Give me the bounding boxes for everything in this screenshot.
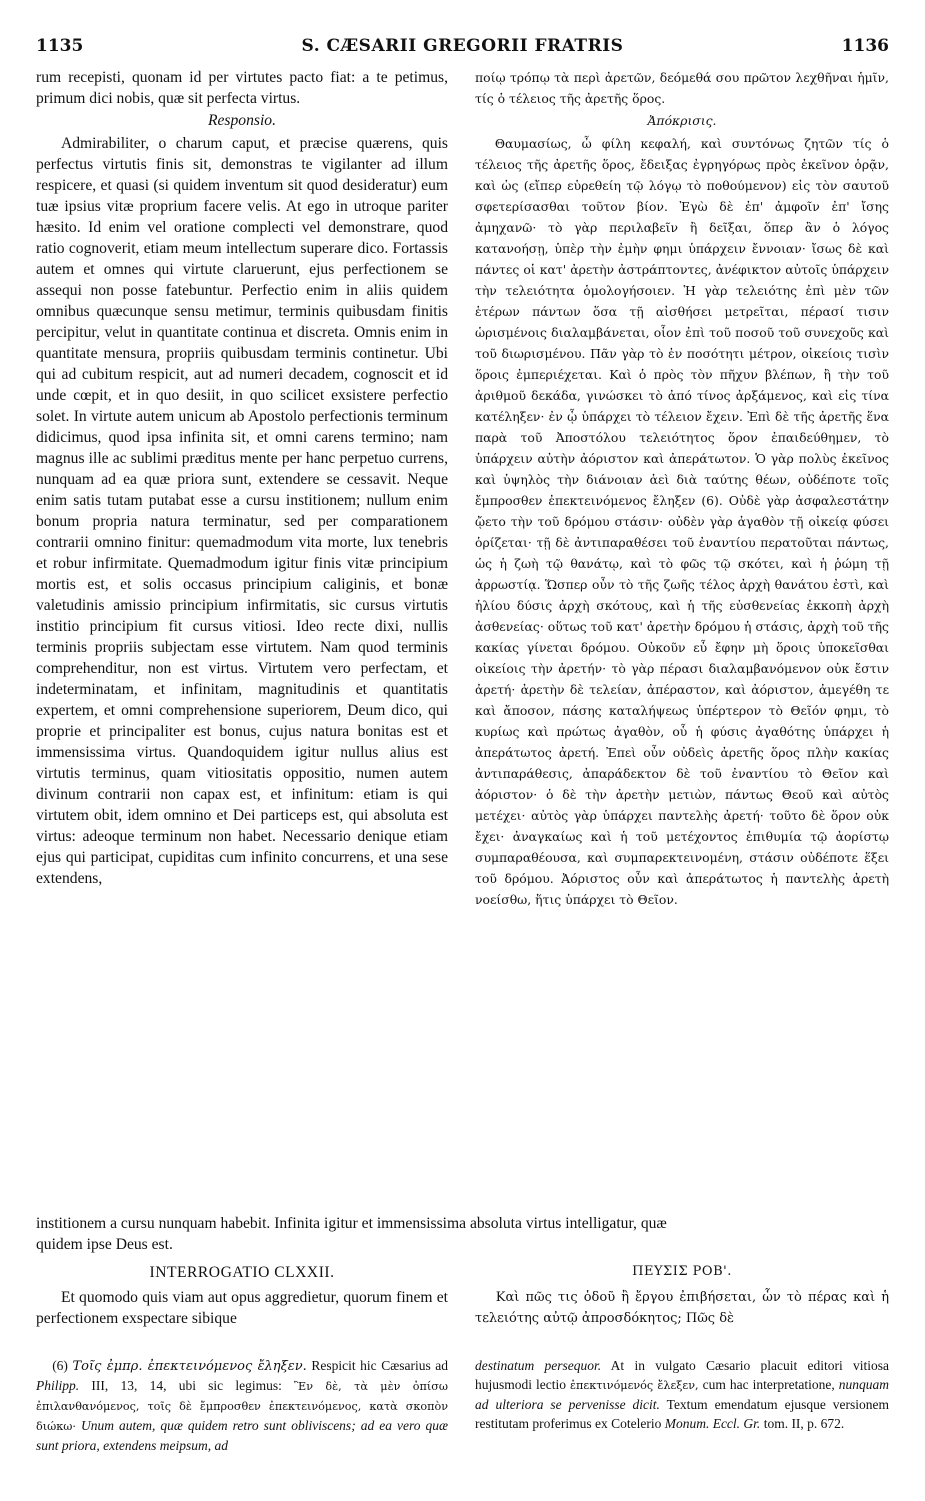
latin-closing-line: institionem a cursu nunquam habebit. Infinita igitur et immensissima absoluta virtus intelligatur, quæ — [36, 1215, 667, 1232]
latin-responsio-heading: Responsio. — [207, 112, 276, 129]
interrogatio-heading: INTERROGATIO CLXXII. — [149, 1264, 335, 1281]
greek-body: Θαυμασίως, ὦ φίλη κεφαλή, καὶ συντόνως ζητῶν τίς ὁ τέλειος τῆς ἀρετῆς ὅρος, ἔδειξας ἐγρηγόρως πρὸς ἐκεῖνον ὁρᾷν, καὶ ὡς (εἴπερ εὑρεθείη τῷ λόγῳ τὸ ποθούμενον) εἰς τὸν σαυτοῦ σφετερίσασθαι τοῦτον βίον. Ἐγὼ δὲ ἐπ' ἀμφοῖν ἐπ' ἴσης ἀμηχανῶ· τὸ γὰρ περιλαβεῖν ἢ δεῖξαι, ὅπερ ἂν ὁ λόγος κατανοήσῃ, ὑπὲρ τὴν ἐμὴν φημι ὑπάρχειν ἔννοιαν· ἴσως δὲ καὶ πάντες οἱ κατ' ἀρετὴν ἀστράπτοντες, ἀνέφικτον αὐτοῖς ὑπάρχειν τὴν τελειότητα ὁμολογήσοιεν. Ἡ γὰρ τελειότης ἐπὶ μὲν τῶν ἑτέρων πάντων ὅσα τῇ αἰσθήσει μετρεῖται, πέρασί τισιν ὡρισμένοις διαλαμβάνεται, οἷον ἐπὶ τοῦ ποσοῦ τοῦ συνεχοῦς καὶ τοῦ διωρισμένου. Πᾶν γὰρ τὸ ἐν ποσότητι μέτρον, οἰκείοις τισὶν ὅροις ἐμπεριέχεται. Καὶ ὁ πρὸς τὸν πῆχυν βλέπων, ἢ τὴν τοῦ ἀριθμοῦ δεκάδα, γινώσκει τὸ ἀπό τίνος ἀρξάμενος, καὶ εἰς τίνα κατέληξεν· ἐν ᾧ ὑπάρχει τὸ τέλειον ἔχειν. Ἐπὶ δὲ τῆς ἀρετῆς ἕνα παρὰ τοῦ Ἀποστόλου τελειότητος ὅρον ἐπαιδεύθημεν, τὸ ὑπάρχειν αὐτὴν ἀόριστον καὶ ἀπεράτωτον. Ὁ γὰρ πολὺς ἐκεῖνος καὶ ὑψηλὸς τὴν διάνοιαν ἀεὶ διὰ ταύτης θέων, οὐδέποτε τοῖς ἔμπροσθεν ἐπεκτεινόμενος ἔληξεν (6). Οὐδὲ γὰρ ἀσφαλεστάτην ᾤετο τὴν τοῦ δρόμου στάσιν· οὐδὲν γὰρ ἀγαθὸν τῇ οἰκείᾳ φύσει ὁρίζεται· τῇ δὲ ἀντιπαραθέσει τοῦ ἐναντίου περατοῦται πάντως, ὡς ἡ ζωὴ τῷ θανάτῳ, καὶ τὸ φῶς τῷ σκότει, καὶ ἡ ῥώμη τῇ ἀρρωστίᾳ. Ὥσπερ οὖν τὸ τῆς ζωῆς τέλος ἀρχὴ θανάτου ἐστὶ, καὶ ἡλίου δύσις ἀρχὴ σκότους, καὶ ἡ τῆς εὐσθενείας ἐκκοπὴ ἀρχὴ ἀσθενείας· οὕτως τοῦ κατ' ἀρετὴν δρόμου ἡ στάσις, ἀρχὴ τοῦ τῆς κακίας γίνεται δρόμου. Οὐκοῦν εὖ ἔφην μὴ ὅροις ὑποκεῖσθαι οἰκείοις τὴν ἀρετήν· τὸ γὰρ πέρασι διαλαμβανόμενον οὐκ ἔστιν ἀρετή· ἀρετὴν δὲ τελείαν, ἀπέραστον, καὶ ἀόριστον, ἀμεγέθη τε καὶ ἄποσον, πάσης καταλήψεως ὑπέρτερον τὸ Θεῖόν φημι, τὸ κυρίως καὶ πρώτως ἀγαθὸν, οὗ ἡ φύσις ἀγαθότης ὑπάρχει ἡ ἀπεράτωτος ἀρετή. Ἐπεὶ οὖν οὐδεὶς ἀρετῆς ὅρος πλὴν κακίας ἀντιπαράθεσις, ἀπαράδεκτον δὲ τοῦ ἐναντίου τὸ Θεῖον καὶ ἀόριστον· ὁ δὲ τὴν ἀρετὴν μετιὼν, πάντως Θεοῦ καὶ αὐτὸς μετέχει· αὐτὸς γὰρ ὑπάρχει παντελὴς ἀρετή· τοῦτο δὲ ὅρον οὐκ ἔχει· ἀναγκαίως καὶ ἡ τοῦ μετέχοντος ἐπιθυμία τῷ ἀορίστῳ συμπαραθέουσα, καὶ συμπαρεκτεινομένη, στάσιν οὐδέποτε ἕξει τοῦ δρόμου. Ἀόριστος οὖν καὶ ἀπεράτωτος ἡ παντελὴς ἀρετὴ νοείσθω, ἥτις ὑπάρχει τὸ Θεῖον. — [475, 136, 889, 907]
greek-question — [475, 1287, 889, 1329]
footnote-left — [36, 1356, 448, 1455]
greek-question-text: Καὶ πῶς τις ὁδοῦ ἢ ἔργου ἐπιβήσεται, ὧν τὸ πέρας καὶ ἡ τελειότης αὐτῷ ἀπροσδόκητος; Πῶς δὲ — [475, 1290, 889, 1326]
footnote-right-text-3: Textum emendatum ejusque versionem restitutam proferimus ex Cotelerio — [475, 1397, 889, 1431]
greek-column — [475, 67, 889, 1209]
latin-question-text: Et quomodo quis viam aut opus aggredietur, quorum finem et perfectionem exspectare sibique — [36, 1289, 448, 1327]
latin-intro: rum recepisti, quonam id per virtutes pacto fiat: a te petimus, primum dici nobis, quæ sit perfecta virtus. — [36, 69, 448, 107]
latin-body: Admirabiliter, o charum caput, et præcise quærens, quis perfectus virtutis finis sit, demonstras te vigilanter ad illum respicere, et quasi (si quidem inventum sit quod desideratur) eum tuæ ipsius vitæ proprium facere velis. At ego in utroque pariter hæsito. Id enim vel oratione complecti vel demonstrare, quod ratio cognoverit, etiam meum intellectum superare dico. Fortassis autem et omnes qui virtute claruerunt, ejus perfectionem se assequi non posse fatebuntur. Perfectio enim in aliis quidem omnibus quæcunque sensu metimur, terminis quibusdam finitis percipitur, velut in quantitate continua et discreta. Omnis enim in quantitate mensura, propriis quibusdam terminis continetur. Ubi qui ad cubitum respicit, aut ad numeri decadem, cognoscit et id unde cœpit, et in quo desiit, in quo scilicet exsistere perfectio solet. In virtute autem unicum ab Apostolo perfectionis terminum didicimus, quod ipsa infinita sit, et omni carens termino; nam magnus ille ac sublimi præditus mente per hanc perpetuo currens, nunquam ad ea quæ priora sunt, extendere se cessavit. Neque enim satis tutam putabat esse a cursu institionem; nullum enim bonum propria natura terminatur, sed per comparationem contrarii omnino finitur: quemadmodum vita morte, lux tenebris et robur infirmitate. Quemadmodum igitur finis vitæ principium mortis est, et solis occasus principium caliginis, et bonæ valetudinis amissio principium infirmitatis, sic cursus virtutis institio principium fit cursus vitiosi. Ideo recte dixi, nullis terminis propriis subjectam esse virtutem. Nam quod terminis comprehenditur, non est virtus. Virtutem vero perfectam, et indeterminatam, et infinitam, magnitudinis et quantitatis expertem, et omni comprehensione superiorem, Deum dico, qui proprie et principaliter est bonus, cujus natura bonitas est et immensissima virtus. Quandoquidem igitur nullus alius est virtutis terminus, quam vitiositatis oppositio, numen autem divinum contrarii non capax est, et infinitum: etiam is qui virtutem obit, idem omnino et Dei particeps est, qui absoluta est virtus: adeoque terminum non habet. Necessario denique etiam ejus qui participat, cupiditas cum infinito concurrens, et una sese extendens, — [36, 135, 448, 887]
page-header — [36, 36, 889, 64]
footnote-right-source: Monum. Eccl. Gr. — [664, 1416, 761, 1431]
footnote-right-text-1: At in vulgato Cæsario placuit editori vitiosa hujusmodi lectio — [475, 1358, 889, 1392]
latin-column — [36, 67, 448, 1237]
greek-apokrisis-heading: Ἀπόκρισις. — [647, 113, 717, 128]
footnote-greek-quote: Ἓν δὲ, τὰ μὲν ὀπίσω ἐπιλανθανόμενος, τοῖς δὲ ἔμπροσθεν ἐπεκτεινόμενος, κατὰ σκοπὸν διώκω· — [36, 1380, 449, 1433]
greek-intro: ποίῳ τρόπῳ τὰ περὶ ἀρετῶν, δεόμεθά σου πρῶτον λεχθῆναι ἡμῖν, τίς ὁ τέλειος τῆς ἀρετῆς ὅρος. — [475, 70, 889, 106]
footnote-text-2: III, 13, 14, ubi sic legimus: — [91, 1378, 282, 1393]
footnote-right — [475, 1356, 889, 1433]
footnote-latin-quote: Unum autem, quæ quidem retro sunt obliviscens; ad ea vero quæ sunt priora, extendens meipsum, ad — [36, 1418, 449, 1453]
latin-closing-last-line: quidem ipse Deus est. — [36, 1236, 173, 1253]
footnote-right-text-4: tom. II, p. 672. — [763, 1416, 845, 1431]
footnote-text-1: Respicit hic Cæsarius ad — [311, 1358, 449, 1373]
footnote-philipp: Philipp. — [36, 1378, 80, 1393]
footnote-right-text-2: cum hac interpretatione, — [702, 1377, 835, 1392]
footnote-right-italic-1: destinatum persequor. — [475, 1358, 602, 1373]
running-title: S. CÆSARII GREGORII FRATRIS — [301, 36, 624, 56]
footnote-label: (6) — [52, 1358, 68, 1373]
footnote-right-greek: ἐπεκτινόμενός ἔλεξεν, — [570, 1379, 699, 1392]
peusis-heading: ΠΕΥΣΙΣ ΡΟΒ'. — [632, 1264, 732, 1279]
latin-question — [36, 1287, 448, 1329]
footnote-right-italic-2: nunquam ad ulteriora se pervenisse dicit. — [475, 1377, 890, 1412]
left-page-number: 1135 — [36, 36, 84, 56]
right-page-number: 1136 — [841, 36, 889, 56]
footnote-greek-lemma: Τοῖς ἐμπρ. ἐπεκτεινόμενος ἔληξεν. — [72, 1359, 307, 1374]
